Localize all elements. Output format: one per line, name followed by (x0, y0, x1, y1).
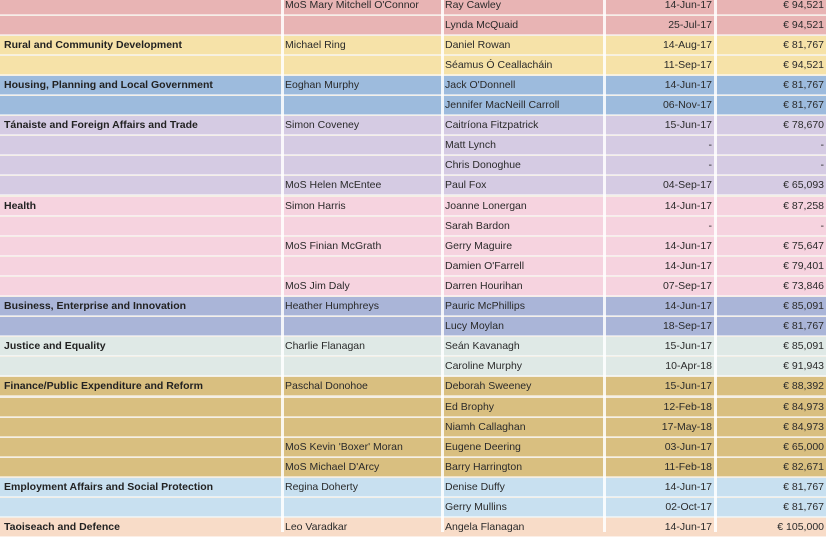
department-cell (4, 458, 276, 477)
column-divider (603, 0, 606, 532)
minister-cell: Regina Doherty (285, 480, 358, 493)
minister-cell: MoS Mary Mitchell O'Connor (285, 0, 419, 11)
salary-cell: € 85,091 (783, 340, 824, 353)
department-cell (4, 16, 276, 35)
appointment-date-cell: 25-Jul-17 (668, 18, 712, 31)
minister-cell: MoS Michael D'Arcy (285, 460, 380, 473)
table-row (0, 176, 826, 195)
adviser-cell: Jack O'Donnell (445, 78, 516, 91)
minister-cell: MoS Jim Daly (285, 279, 350, 292)
department-cell: Justice and Equality (4, 340, 106, 353)
adviser-cell: Barry Harrington (445, 460, 523, 473)
adviser-cell: Matt Lynch (445, 139, 496, 152)
minister-cell (285, 96, 435, 115)
appointment-date-cell: 14-Jun-17 (664, 300, 712, 312)
department-cell: Finance/Public Expenditure and Reform (4, 380, 203, 393)
salary-cell: € 94,521 (783, 58, 824, 71)
adviser-cell: Niamh Callaghan (445, 420, 526, 433)
adviser-cell: Angela Flanagan (445, 521, 525, 534)
minister-cell: Eoghan Murphy (285, 78, 360, 91)
table-row (0, 418, 826, 437)
department-cell (4, 277, 276, 296)
appointment-date-cell: 14-Jun-17 (664, 239, 712, 252)
adviser-cell: Damien O'Farrell (445, 259, 525, 272)
appointment-date-cell: - (708, 139, 712, 152)
salary-cell: € 94,521 (783, 0, 824, 11)
salary-cell: € 94,521 (783, 18, 824, 31)
table-row (0, 498, 826, 517)
table-row (0, 96, 826, 115)
adviser-cell: Séamus Ó Ceallacháin (445, 58, 553, 71)
appointment-date-cell: 04-Sep-17 (662, 179, 712, 192)
minister-cell: MoS Helen McEntee (285, 179, 382, 192)
table-row (0, 398, 826, 417)
adviser-cell: Denise Duffy (445, 480, 505, 493)
adviser-cell: Ray Cawley (445, 0, 502, 11)
department-cell (4, 56, 276, 75)
department-cell (4, 136, 276, 155)
appointment-date-cell: 06-Nov-17 (662, 99, 712, 111)
appointment-date-cell: - (708, 219, 712, 232)
salary-cell: € 91,943 (783, 360, 824, 373)
table-row (0, 518, 826, 537)
adviser-cell: Paul Fox (445, 179, 487, 192)
department-cell (4, 357, 276, 376)
department-cell (4, 498, 276, 517)
table-row (0, 136, 826, 155)
table-row (0, 277, 826, 296)
table-row (0, 478, 826, 497)
salary-cell: € 81,767 (783, 78, 824, 91)
department-cell (4, 96, 276, 115)
table-row (0, 297, 826, 316)
salary-cell: € 88,392 (783, 380, 824, 393)
salary-cell: € 81,767 (783, 501, 824, 513)
table-row (0, 197, 826, 216)
table-row (0, 458, 826, 477)
department-cell (4, 317, 276, 336)
appointment-date-cell: 14-Jun-17 (664, 480, 712, 493)
table-row (0, 257, 826, 276)
appointment-date-cell: 17-May-18 (661, 420, 712, 433)
salary-cell: - (820, 139, 824, 152)
adviser-cell: Lucy Moylan (445, 320, 504, 333)
department-cell (4, 217, 276, 236)
appointment-date-cell: 10-Apr-18 (665, 360, 712, 373)
column-divider (281, 0, 284, 532)
salary-cell: € 81,767 (783, 480, 824, 493)
table-row (0, 116, 826, 135)
minister-cell (285, 357, 435, 376)
department-cell: Tánaiste and Foreign Affairs and Trade (4, 119, 198, 132)
adviser-cell: Daniel Rowan (445, 38, 511, 51)
adviser-cell: Pauric McPhillips (445, 300, 525, 312)
adviser-cell: Deborah Sweeney (445, 380, 532, 393)
salary-cell: - (820, 219, 824, 232)
department-cell (4, 237, 276, 256)
minister-cell (285, 16, 435, 35)
table-row (0, 357, 826, 376)
appointment-date-cell: 14-Jun-17 (664, 78, 712, 91)
table-row (0, 36, 826, 55)
appointment-date-cell: 15-Jun-17 (664, 380, 712, 393)
table-row (0, 76, 826, 95)
minister-cell: Charlie Flanagan (285, 340, 365, 353)
minister-cell (285, 156, 435, 175)
department-cell (4, 438, 276, 457)
table-row (0, 16, 826, 35)
appointment-date-cell: 07-Sep-17 (662, 279, 712, 292)
adviser-cell: Seán Kavanagh (445, 340, 520, 353)
table-row (0, 377, 826, 396)
table-row (0, 217, 826, 236)
adviser-cell: Darren Hourihan (445, 279, 523, 292)
minister-cell: Heather Humphreys (285, 300, 379, 312)
department-cell (4, 156, 276, 175)
department-cell: Taoiseach and Defence (4, 521, 120, 534)
appointment-date-cell: 11-Sep-17 (663, 58, 712, 71)
adviser-cell: Ed Brophy (445, 400, 495, 413)
adviser-cell: Joanne Lonergan (445, 199, 527, 212)
department-cell: Housing, Planning and Local Government (4, 78, 213, 91)
salary-cell: € 81,767 (783, 320, 824, 333)
minister-cell: Paschal Donohoe (285, 380, 368, 393)
salary-cell: - (820, 159, 824, 172)
salary-cell: € 65,000 (783, 440, 824, 453)
adviser-cell: Jennifer MacNeill Carroll (445, 99, 560, 111)
adviser-cell: Gerry Maguire (445, 239, 513, 252)
department-cell (4, 257, 276, 276)
adviser-cell: Eugene Deering (445, 440, 521, 453)
minister-cell (285, 498, 435, 517)
minister-cell (285, 317, 435, 336)
minister-cell (285, 217, 435, 236)
appointment-date-cell: 18-Sep-17 (662, 320, 712, 333)
appointment-date-cell: 02-Oct-17 (665, 501, 712, 513)
salary-cell: € 79,401 (783, 259, 824, 272)
department-cell: Employment Affairs and Social Protection (4, 480, 214, 493)
minister-cell: Simon Coveney (285, 119, 360, 132)
appointment-date-cell: 14-Jun-17 (664, 259, 712, 272)
minister-cell (285, 398, 435, 417)
minister-cell: Michael Ring (285, 38, 346, 51)
table-row (0, 156, 826, 175)
salary-cell: € 73,846 (783, 279, 824, 292)
minister-cell: MoS Kevin 'Boxer' Moran (285, 440, 403, 453)
salary-cell: € 75,647 (783, 239, 824, 252)
column-divider (714, 0, 717, 532)
adviser-cell: Caitríona Fitzpatrick (445, 119, 539, 132)
salary-cell: € 84,973 (783, 420, 824, 433)
minister-cell (285, 56, 435, 75)
department-cell (4, 0, 276, 15)
adviser-cell: Chris Donoghue (445, 159, 521, 172)
department-cell: Health (4, 199, 37, 212)
appointment-date-cell: 14-Jun-17 (664, 521, 712, 534)
adviser-cell: Lynda McQuaid (445, 18, 519, 31)
adviser-cell: Gerry Mullins (445, 501, 507, 513)
salary-cell: € 105,000 (777, 521, 824, 534)
appointment-date-cell: - (708, 159, 712, 172)
minister-cell: Simon Harris (285, 199, 346, 212)
department-cell (4, 176, 276, 195)
department-cell (4, 418, 276, 437)
salary-cell: € 85,091 (783, 300, 824, 312)
salary-cell: € 82,671 (783, 460, 824, 473)
appointment-date-cell: 15-Jun-17 (664, 119, 712, 132)
appointment-date-cell: 14-Aug-17 (662, 38, 712, 51)
table-row (0, 237, 826, 256)
department-cell: Business, Enterprise and Innovation (4, 300, 187, 312)
appointment-date-cell: 12-Feb-18 (663, 400, 712, 413)
appointment-date-cell: 11-Feb-18 (664, 460, 712, 473)
table-row (0, 337, 826, 356)
minister-cell: MoS Finian McGrath (285, 239, 382, 252)
column-divider (441, 0, 444, 532)
appointment-date-cell: 14-Jun-17 (664, 199, 712, 212)
table-row (0, 317, 826, 336)
salary-cell: € 84,973 (783, 400, 824, 413)
appointment-date-cell: 03-Jun-17 (664, 440, 712, 453)
salary-cell: € 81,767 (783, 38, 824, 51)
salary-cell: € 81,767 (783, 99, 824, 111)
adviser-cell: Caroline Murphy (445, 360, 523, 373)
adviser-cell: Sarah Bardon (445, 219, 510, 232)
appointment-date-cell: 15-Jun-17 (664, 340, 712, 353)
department-cell: Rural and Community Development (4, 38, 182, 51)
appointment-date-cell: 14-Jun-17 (664, 0, 712, 11)
minister-cell: Leo Varadkar (285, 521, 348, 534)
minister-cell (285, 257, 435, 276)
minister-cell (285, 418, 435, 437)
salary-cell: € 65,093 (783, 179, 824, 192)
table-row (0, 0, 826, 15)
minister-cell (285, 136, 435, 155)
table-row (0, 438, 826, 457)
department-cell (4, 398, 276, 417)
table-row (0, 56, 826, 75)
salary-cell: € 87,258 (783, 199, 824, 212)
salary-cell: € 78,670 (783, 119, 824, 132)
